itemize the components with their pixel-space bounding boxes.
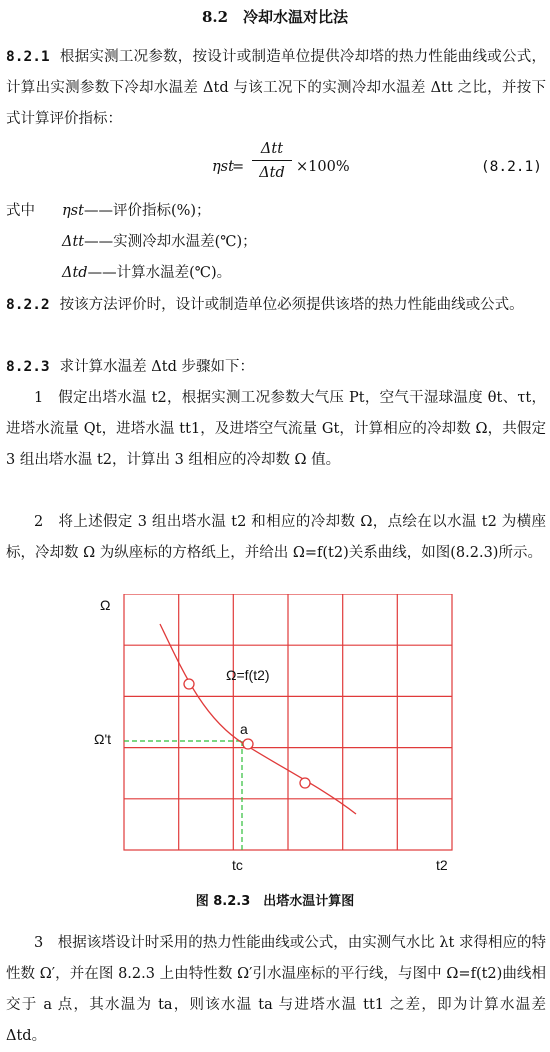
y-marker-label: Ω't <box>94 731 112 747</box>
formula-equals: = <box>232 159 245 175</box>
y-axis-label: Ω <box>100 597 111 613</box>
formula-lhs: ηst <box>212 159 234 175</box>
section-number: 8.2 <box>201 8 229 26</box>
definition-row <box>6 227 546 258</box>
clause-text: 按该方法评价时，设计或制造单位必须提供该塔的热力性能曲线或公式。 <box>59 297 524 313</box>
cooling-water-figure <box>94 594 474 874</box>
definition-row <box>6 258 546 289</box>
definition-symbol: Δtd <box>62 265 88 281</box>
definition-row <box>6 196 546 227</box>
formula-denominator: Δtd <box>259 165 285 181</box>
x-axis-label: t2 <box>436 857 448 873</box>
formula-8-2-1 <box>0 136 550 196</box>
point-a-marker <box>243 739 253 749</box>
clause-number: 8.2.1 <box>6 49 50 65</box>
step-1: 1 假定出塔水温 t2，根据实测工况参数大气压 Pt，空气干湿球温度 θt、τt，进塔水流量 Qt，进塔水温 tt1，及进塔空气流量 Gt，计算相应的冷却数 Ω，共假定 3 组出塔水温 t2，计算出 3 组相应的冷却数 Ω 值。 <box>6 390 546 468</box>
formula-number: (8.2.1) <box>480 159 542 175</box>
section-heading: 冷却水温对比法 <box>243 8 349 26</box>
symbol-definitions <box>6 196 546 289</box>
clause-8-2-2 <box>6 290 546 321</box>
definition-symbol: ηst <box>62 203 84 219</box>
definition-symbol: Δtt <box>62 234 85 250</box>
point-label: a <box>240 721 248 737</box>
section-title <box>0 6 550 27</box>
x-marker-label: tc <box>232 857 243 873</box>
grid <box>124 594 452 850</box>
definition-lead: 式中 <box>6 203 35 219</box>
omega-curve <box>160 624 356 814</box>
guide-lines <box>124 741 242 850</box>
formula-numerator: Δtt <box>252 138 292 161</box>
clause-8-2-3 <box>6 352 546 383</box>
clause-number: 8.2.2 <box>6 297 50 313</box>
definition-text: ——实测冷却水温差(℃)； <box>84 234 257 250</box>
definition-text: ——计算水温差(℃)。 <box>87 265 232 281</box>
figure-caption: 图 8.2.3 出塔水温计算图 <box>195 894 355 909</box>
clause-number: 8.2.3 <box>6 359 50 375</box>
data-point <box>184 679 194 689</box>
clause-8-2-1 <box>6 42 546 135</box>
step-2: 2 将上述假定 3 组出塔水温 t2 和相应的冷却数 Ω，点绘在以水温 t2 为横座标，冷却数 Ω 为纵座标的方格纸上，并给出 Ω=f(t2)关系曲线，如图(8.2.3)所示。 <box>6 514 546 561</box>
curve-label: Ω=f(t2) <box>226 667 270 683</box>
clause-text: 根据实测工况参数，按设计或制造单位提供冷却塔的热力性能曲线或公式，计算出实测参数下冷却水温差 Δtd 与该工况下的实测冷却水温差 Δtt 之比，并按下式计算评价指标： <box>6 49 546 127</box>
step-3: 3 根据该塔设计时采用的热力性能曲线或公式，由实测气水比 λt 求得相应的特性数 Ω′，并在图 8.2.3 上由特性数 Ω′引水温座标的平行线，与图中 Ω=f(t2)曲线相交于 a 点，其水温为 ta，则该水温 ta 与进塔水温 tt1 之差，即为计算水温差 Δtd。 <box>6 935 546 1044</box>
data-point <box>300 778 310 788</box>
definition-text: ——评价指标(%)； <box>83 203 211 219</box>
formula-fraction <box>252 138 292 185</box>
formula-factor: ×100% <box>296 159 350 175</box>
clause-text: 求计算水温差 Δtd 步骤如下： <box>59 359 254 375</box>
